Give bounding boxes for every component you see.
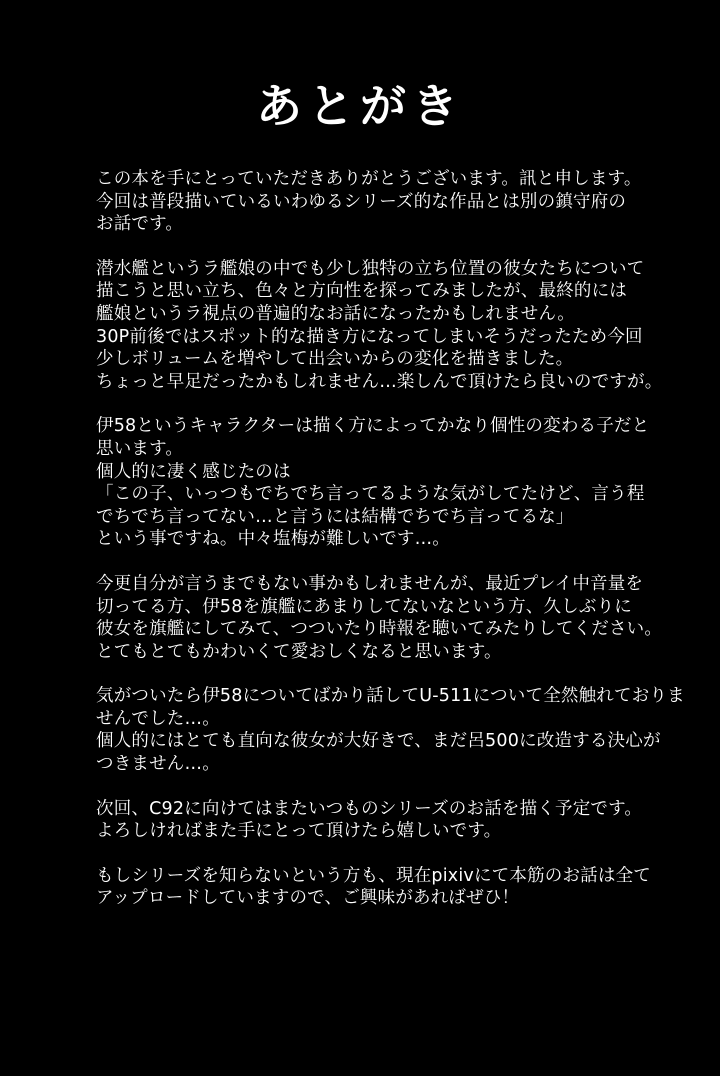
- text-line: お話です。: [96, 214, 184, 235]
- text-line: 「この子、いっつもでちでち言ってるような気がしてたけど、言う程: [96, 484, 645, 505]
- text-line: よろしければまた手にとって頂けたら嬉しいです。: [96, 821, 502, 842]
- paragraph-thanks: [96, 168, 706, 236]
- text-line: 彼女を旗艦にしてみて、つついたり時報を聴いてみたりしてください。: [96, 619, 663, 640]
- text-line: 今回は普段描いているいわゆるシリーズ的な作品とは別の鎮守府の: [96, 191, 627, 212]
- text-line: 伊58というキャラクターは描く方によってかなり個性の変わる子だと: [96, 416, 650, 437]
- text-line: つきません…。: [96, 754, 220, 775]
- text-line: でちでち言ってない…と言うには結構でちでち言ってるな」: [96, 506, 574, 527]
- text-line: 次回、C92に向けてはまたいつものシリーズのお話を描く予定です。: [96, 798, 643, 819]
- page-title: あとがき: [256, 79, 464, 133]
- paragraph-recommendation: [96, 573, 706, 663]
- text-line: 30P前後ではスポット的な描き方になってしまいそうだったため今回: [96, 326, 643, 347]
- text-line: 思います。: [96, 438, 184, 459]
- text-line: 個人的に凄く感じたのは: [96, 461, 291, 482]
- paragraph-next: [96, 798, 706, 843]
- text-line: とてもとてもかわいくて愛おしくなると思います。: [96, 641, 502, 662]
- text-line: 艦娘というラ視点の普遍的なお話になったかもしれません。: [96, 303, 575, 324]
- text-line: アップロードしていますので、ご興味があればぜひ！: [96, 888, 520, 909]
- text-line: 今更自分が言うまでもない事かもしれませんが、最近プレイ中音量を: [96, 573, 644, 594]
- text-line: 気がついたら伊58についてばかり話してU-511について全然触れておりま: [96, 686, 685, 707]
- text-line: 描こうと思い立ち、色々と方向性を探ってみましたが、最終的には: [96, 281, 627, 302]
- text-line: もしシリーズを知らないという方も、現在pixivにて本筋のお話は全て: [96, 865, 651, 886]
- text-line: ちょっと早足だったかもしれません…楽しんで頂けたら良いのですが。: [96, 371, 663, 392]
- text-line: せんでした…。: [96, 708, 220, 729]
- paragraph-u511: [96, 685, 706, 775]
- text-line: 少しボリュームを増やして出会いからの変化を描きました。: [96, 349, 574, 370]
- paragraph-submarine: [96, 258, 706, 394]
- text-line: 個人的にはとても直向な彼女が大好きで、まだ呂500に改造する決心が: [96, 731, 661, 752]
- text-line: 切ってる方、伊58を旗艦にあまりしてないなという方、久しぶりに: [96, 596, 632, 617]
- text-line: この本を手にとっていただきありがとうございます。訊と申します。: [96, 169, 642, 189]
- paragraph-i58: [96, 415, 706, 551]
- paragraph-pixiv: [96, 865, 706, 910]
- afterword-body: [96, 168, 706, 932]
- text-line: という事ですね。中々塩梅が難しいです…。: [96, 529, 450, 550]
- text-line: 潜水艦というラ艦娘の中でも少し独特の立ち位置の彼女たちについて: [96, 258, 645, 279]
